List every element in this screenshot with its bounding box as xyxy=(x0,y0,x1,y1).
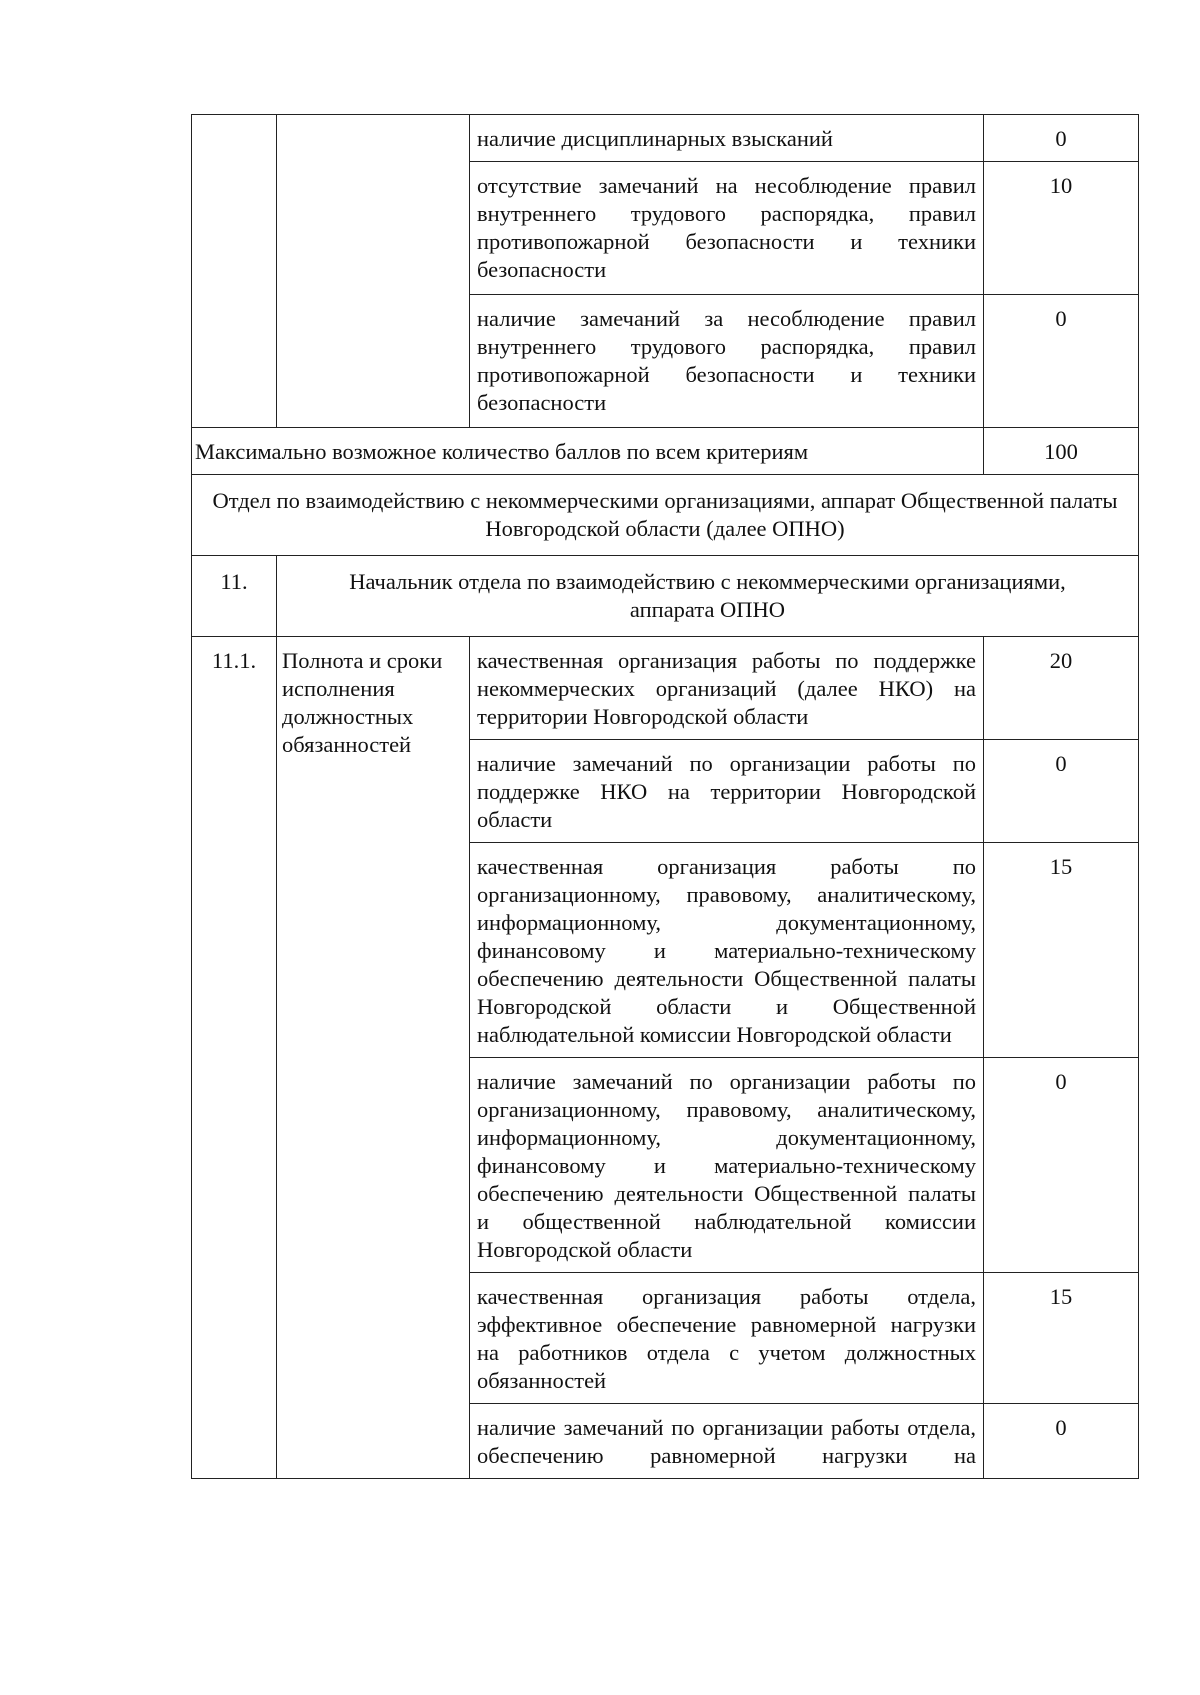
position-row xyxy=(192,556,1139,637)
score-cell: 0 xyxy=(984,115,1139,162)
table-row xyxy=(192,637,1139,740)
max-score-value: 100 xyxy=(984,428,1139,475)
position-title: Начальник отдела по взаимодействию с некоммерческими организациями, аппарата ОПНО xyxy=(277,556,1139,637)
section-header: Отдел по взаимодействию с некоммерческими организациями, аппарат Общественной палаты Новгородской области (далее ОПНО) xyxy=(192,475,1139,556)
score-cell: 10 xyxy=(984,162,1139,295)
section-header-row xyxy=(192,475,1139,556)
position-number: 11. xyxy=(192,556,277,637)
evaluation-table xyxy=(191,114,1139,1479)
max-score-label: Максимально возможное количество баллов по всем критериям xyxy=(192,428,984,475)
criterion-cell: наличие замечаний по организации работы отдела, обеспечению равномерной нагрузки на xyxy=(470,1404,984,1479)
score-cell: 0 xyxy=(984,1058,1139,1273)
empty-indicator-cell xyxy=(277,115,470,428)
score-cell: 15 xyxy=(984,843,1139,1058)
score-cell: 15 xyxy=(984,1273,1139,1404)
criterion-cell: наличие замечаний по организации работы по организационному, правовому, аналитическому, информационному, документационному, финансовому и материально-техническому обеспечению деятельности Общественной палаты и общественной наблюдательной комиссии Новгородской области xyxy=(470,1058,984,1273)
indicator-name: Полнота и сроки исполнения должностных обязанностей xyxy=(277,637,470,1479)
max-score-row xyxy=(192,428,1139,475)
score-cell: 20 xyxy=(984,637,1139,740)
score-cell: 0 xyxy=(984,295,1139,428)
table-row xyxy=(192,115,1139,162)
empty-number-cell xyxy=(192,115,277,428)
criterion-cell: качественная организация работы по организационному, правовому, аналитическому, информационному, документационному, финансовому и материально-техническому обеспечению деятельности Общественной палаты Новгородской области и Общественной наблюдательной комиссии Новгородской области xyxy=(470,843,984,1058)
indicator-number: 11.1. xyxy=(192,637,277,1479)
criterion-cell: отсутствие замечаний на несоблюдение правил внутреннего трудового распорядка, правил противопожарной безопасности и техники безопасности xyxy=(470,162,984,295)
criterion-cell: наличие замечаний за несоблюдение правил внутреннего трудового распорядка, правил противопожарной безопасности и техники безопасности xyxy=(470,295,984,428)
score-cell: 0 xyxy=(984,740,1139,843)
criterion-cell: наличие замечаний по организации работы по поддержке НКО на территории Новгородской области xyxy=(470,740,984,843)
criterion-cell: наличие дисциплинарных взысканий xyxy=(470,115,984,162)
criterion-cell: качественная организация работы отдела, эффективное обеспечение равномерной нагрузки на работников отдела с учетом должностных обязанностей xyxy=(470,1273,984,1404)
score-cell: 0 xyxy=(984,1404,1139,1479)
criterion-cell: качественная организация работы по поддержке некоммерческих организаций (далее НКО) на территории Новгородской области xyxy=(470,637,984,740)
